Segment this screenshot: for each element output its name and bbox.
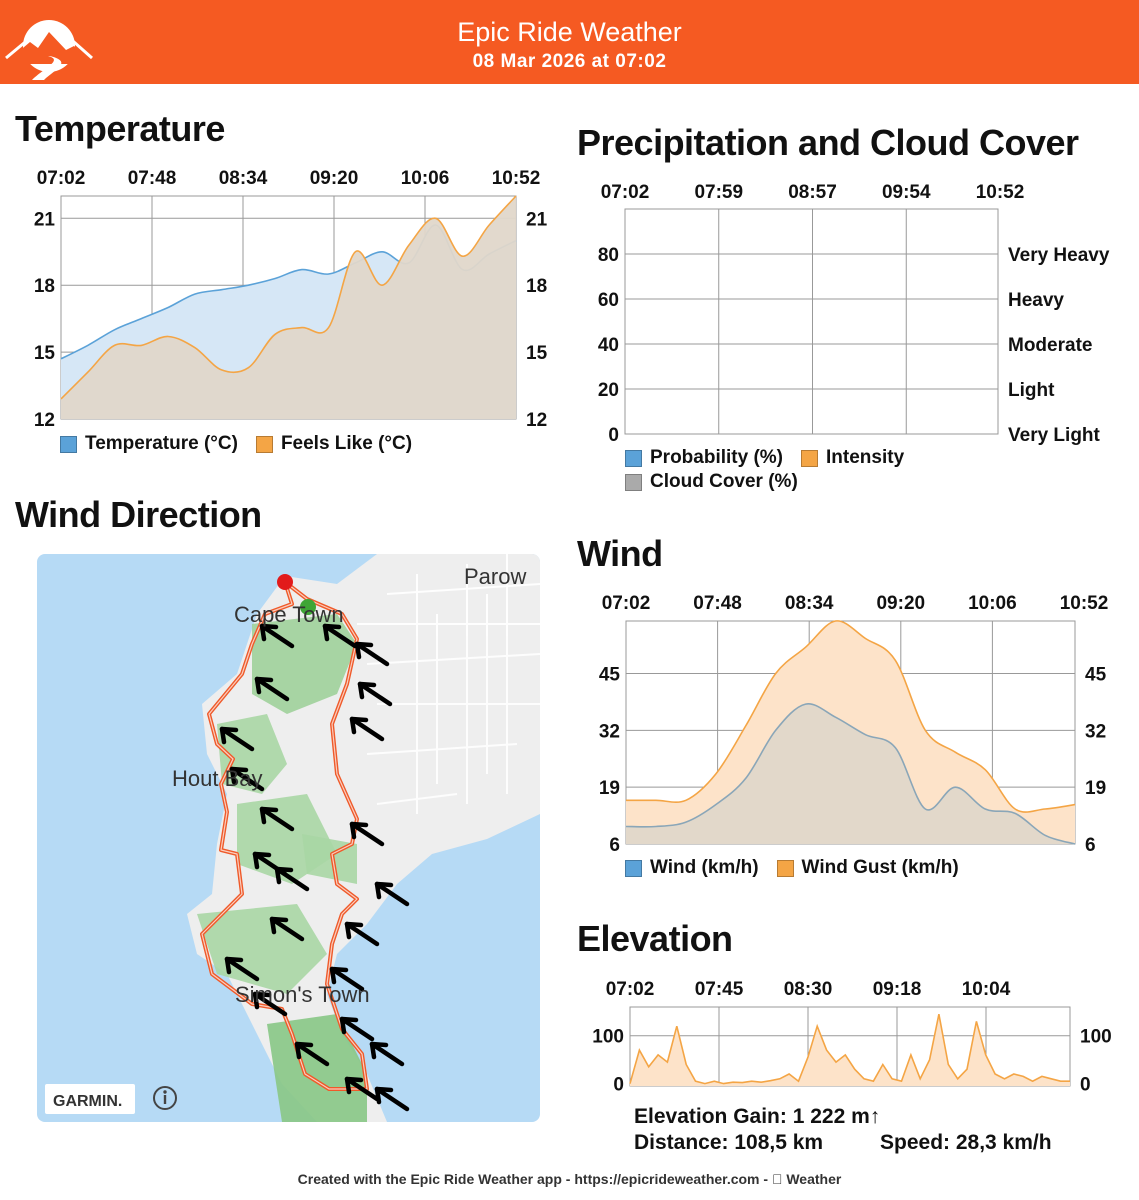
wind-y-tick-left: 6 — [609, 835, 620, 856]
elevation-x-tick: 07:02 — [605, 979, 655, 1000]
elevation-gain: Elevation Gain: 1 222 m↑ — [634, 1105, 881, 1128]
temperature-title: Temperature — [15, 108, 225, 149]
precipitation-x-tick: 08:57 — [788, 182, 837, 203]
precipitation-y-tick-left: 20 — [597, 380, 619, 401]
temperature-swatch — [60, 436, 77, 453]
app-title: Epic Ride Weather — [457, 17, 682, 47]
temperature-y-tick-left: 12 — [33, 410, 55, 431]
wind-direction-title: Wind Direction — [15, 494, 262, 535]
distance: Distance: 108,5 km — [634, 1131, 824, 1154]
precipitation-y-tick-right: Moderate — [1008, 335, 1093, 356]
elevation-y-tick-left: 0 — [613, 1074, 624, 1096]
elevation-x-tick: 08:30 — [783, 979, 833, 1000]
wind-x-tick: 07:02 — [601, 593, 651, 614]
elevation-y-tick-right: 0 — [1080, 1074, 1091, 1096]
precipitation-y-tick-right: Very Heavy — [1008, 245, 1110, 266]
legend-probability: Probability (%) — [650, 447, 784, 468]
temperature-x-tick: 09:20 — [309, 168, 359, 189]
wind-swatch — [625, 860, 642, 877]
elevation-x-tick: 09:18 — [872, 979, 922, 1000]
temperature-y-tick-left: 21 — [33, 209, 55, 231]
probability-swatch — [625, 450, 642, 467]
temperature-y-tick-right: 18 — [526, 276, 548, 298]
precipitation-x-tick: 07:02 — [600, 182, 650, 203]
average-speed: Speed: 28,3 km/h — [880, 1131, 1052, 1154]
precipitation-y-tick-right: Light — [1008, 380, 1055, 401]
elevation-y-tick-left: 100 — [592, 1026, 624, 1048]
feels-like-swatch — [256, 436, 273, 453]
footer-credit: Created with the Epic Ride Weather app - https://epicrideweather.com - Weather — [304, 1171, 835, 1187]
wind-x-tick: 10:52 — [1059, 593, 1109, 614]
temperature-legend — [60, 433, 412, 455]
ride-date: 08 Mar 2026 at 07:02 — [472, 51, 667, 72]
legend-wind-gust: Wind Gust (km/h) — [801, 857, 959, 878]
wind-y-tick-right: 19 — [1085, 778, 1107, 800]
temperature-x-tick: 07:48 — [127, 168, 177, 189]
elevation-x-tick: 10:04 — [961, 979, 1011, 1000]
intensity-swatch — [801, 450, 818, 467]
precipitation-x-tick: 10:52 — [975, 182, 1025, 203]
legend-temperature: Temperature (°C) — [85, 433, 238, 454]
temperature-y-tick-left: 18 — [33, 276, 55, 298]
elevation-title: Elevation — [577, 918, 733, 959]
wind-y-tick-left: 19 — [598, 778, 620, 800]
wind-y-tick-right: 32 — [1085, 721, 1107, 743]
temperature-x-tick: 10:52 — [491, 168, 541, 189]
wind-legend — [625, 857, 959, 879]
temperature-x-tick: 10:06 — [400, 168, 450, 189]
wind-gust-swatch — [777, 860, 794, 877]
precipitation-x-tick: 09:54 — [881, 182, 931, 203]
wind-x-tick: 07:48 — [693, 593, 742, 614]
map-label-hout-bay: Hout Bay — [172, 766, 263, 791]
temperature-y-tick-right: 21 — [526, 209, 548, 231]
wind-y-tick-left: 45 — [598, 664, 620, 686]
map-label-cape-town: Cape Town — [234, 602, 344, 627]
precipitation-title: Precipitation and Cloud Cover — [577, 122, 1079, 163]
wind-y-tick-right: 6 — [1085, 835, 1096, 856]
wind-x-tick: 09:20 — [876, 593, 926, 614]
elevation-x-tick: 07:45 — [694, 979, 744, 1000]
wind-y-tick-right: 45 — [1085, 664, 1107, 686]
temperature-x-tick: 08:34 — [218, 168, 268, 189]
wind-title: Wind — [577, 533, 663, 574]
wind-x-tick: 10:06 — [968, 593, 1017, 614]
wind-x-tick: 08:34 — [784, 593, 834, 614]
legend-intensity: Intensity — [826, 447, 905, 468]
map-label-parow: Parow — [464, 564, 527, 589]
precipitation-legend-row1 — [625, 447, 904, 469]
precipitation-y-tick-left: 40 — [597, 335, 619, 356]
map-label-simons-town: Simon's Town — [235, 982, 370, 1007]
temperature-y-tick-right: 15 — [526, 343, 548, 365]
route-end-marker[interactable] — [277, 574, 293, 590]
cloud-cover-swatch — [625, 474, 642, 491]
wind-direction-map[interactable] — [37, 554, 540, 1122]
precipitation-y-tick-right: Heavy — [1008, 290, 1064, 311]
elevation-y-tick-right: 100 — [1080, 1026, 1112, 1048]
precipitation-y-tick-left: 60 — [597, 290, 619, 311]
legend-feels-like: Feels Like (°C) — [280, 433, 413, 454]
precipitation-legend-row2 — [625, 471, 798, 493]
precipitation-y-tick-left: 0 — [608, 425, 619, 446]
legend-cloud-cover: Cloud Cover (%) — [650, 471, 798, 492]
precipitation-x-tick: 07:59 — [694, 182, 744, 203]
temperature-y-tick-left: 15 — [33, 343, 55, 365]
temperature-x-tick: 07:02 — [36, 168, 86, 189]
legend-wind: Wind (km/h) — [650, 857, 759, 878]
precipitation-y-tick-left: 80 — [597, 245, 619, 266]
garmin-brand: GARMIN. — [53, 1093, 123, 1110]
wind-y-tick-left: 32 — [598, 721, 620, 743]
temperature-y-tick-right: 12 — [526, 410, 548, 431]
precipitation-y-tick-right: Very Light — [1008, 425, 1100, 446]
map-canvas — [37, 554, 540, 1122]
